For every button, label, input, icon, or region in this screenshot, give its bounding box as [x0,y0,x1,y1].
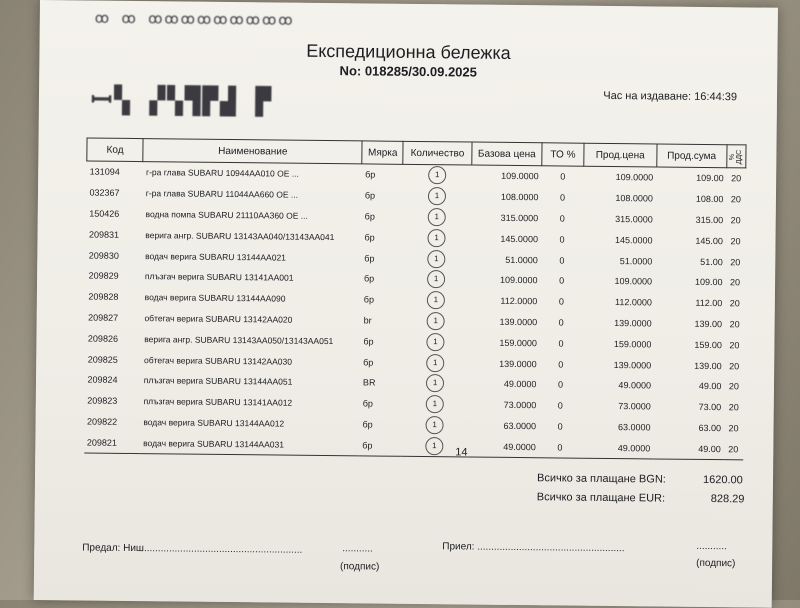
handed-by-line: Предал: Ниш......................................................... [82,542,303,556]
cell-code: 209822 [87,416,118,427]
cell-qty [400,394,469,416]
cell-sale-price: 109.0000 [615,172,654,183]
cell-sale-sum: 145.00 [695,235,724,246]
cell-vat: 20 [731,173,742,184]
cell-qty [401,352,470,374]
cell-qty [402,206,471,228]
cell-unit: бр [362,419,373,430]
handed-by-dots: ........... [342,543,373,555]
cell-discount: 0 [558,338,564,349]
cell-name: плъзгач верига SUBARU 13141AA012 [143,396,293,408]
cell-sale-sum: 315.00 [695,214,724,226]
cell-name: водач верига SUBARU 13144AA021 [145,250,286,263]
qty-checkmark-circle: 1 [427,291,445,309]
cell-qty [403,164,472,186]
qty-checkmark-circle: 1 [425,437,443,455]
cell-sale-sum: 112.00 [695,298,723,309]
qty-checkmark-circle: 1 [427,250,445,268]
cell-code: 209829 [88,270,119,282]
cell-code: 209824 [87,374,118,386]
cell-unit: бр [362,398,373,409]
cell-unit: br [363,315,372,326]
cell-base-price: 109.0000 [499,275,538,286]
cell-sale-price: 73.0000 [618,401,651,412]
cell-code: 209823 [87,395,118,406]
cell-base-price: 49.0000 [469,436,539,458]
cell-base-price: 145.0000 [500,233,539,245]
cell-name: водач верига SUBARU 13144AA090 [144,292,286,304]
cell-base-price: 139.0000 [499,358,537,369]
cell-code: 209827 [88,312,119,323]
qty-checkmark-circle: 1 [427,229,445,247]
cell-name: обтегач верига SUBARU 13142AA020 [144,313,293,325]
cell-sale-price: 145.0000 [614,234,653,246]
cell-discount: 0 [559,255,565,266]
cell-unit: бр [364,232,375,243]
handed-by-signature-caption: (подпис) [340,561,380,573]
qty-checkmark-circle: 1 [426,354,444,372]
cell-code: 209825 [87,354,118,365]
qty-checkmark-circle: 1 [426,333,444,351]
header-sale-sum: Прод.сума [656,144,727,168]
document-title: Експедиционна бележка [306,40,511,63]
cell-name: верига ангр. SUBARU 13143AA050/13143AA051 [144,333,334,346]
cell-name: водач верига SUBARU 13144AA031 [140,432,359,456]
cell-sale-sum: 49.00 [653,438,724,460]
cell-vat: 20 [730,194,741,205]
cell-name: г-ра глава SUBARU 10944AA010 OE ... [145,167,299,180]
header-qty: Количество [403,141,472,165]
cell-code: 209826 [87,333,119,344]
header-sale-price: Прод.цена [584,143,657,167]
document-number: No: 018285/30.09.2025 [339,63,478,80]
header-name: Наименование [143,139,362,164]
header-base-price: Базова цена [472,142,542,166]
cell-vat: 20 [729,319,740,330]
qty-checkmark-circle: 1 [428,208,446,226]
total-eur-label: Всичко за плащане EUR: [536,491,666,505]
cell-vat: 20 [730,236,741,247]
cell-sale-sum: 49.00 [698,381,722,392]
cell-name: водна помпа SUBARU 21110AA360 OE ... [145,209,308,221]
cell-sale-sum: 109.00 [696,173,724,184]
cell-unit: бр [365,169,376,180]
cell-vat: 20 [729,360,740,371]
cell-unit: бр [364,252,375,264]
cell-vat: 20 [728,423,739,434]
cell-vat: 20 [729,340,740,351]
cell-discount: 0 [559,213,565,224]
cell-base-price: 63.0000 [503,420,537,432]
cell-base-price: 73.0000 [503,400,537,411]
cell-vat: 20 [730,256,741,267]
cell-sale-sum: 108.00 [695,194,724,205]
cell-qty [400,414,469,436]
cell-name: водач верига SUBARU 13144AA012 [143,417,285,429]
cell-base-price: 112.0000 [500,296,538,307]
qty-checkmark-circle: 1 [428,166,446,184]
blurred-company-header: ꝏ ꝏ ꝏꝏꝏꝏꝏꝏꝏꝏꝏ [94,10,295,29]
cell-base-price: 49.0000 [503,379,537,390]
cell-discount: 0 [557,400,563,411]
cell-base-price: 159.0000 [499,337,537,348]
cell-name: плъзгач верига SUBARU 13144AA051 [143,375,293,388]
cell-qty [401,331,470,353]
table-body [84,161,746,460]
cell-sale-price: 51.0000 [619,255,653,267]
cell-vat: 20 [728,381,740,392]
cell-sale-price: 49.0000 [581,437,654,459]
qty-checkmark-circle: 1 [428,187,446,205]
cell-sale-sum: 109.00 [694,277,723,288]
cell-code: 032367 [89,187,120,199]
cell-qty [403,186,472,208]
received-by-dots: ........... [696,540,727,553]
cell-unit: BR [362,377,376,388]
cell-qty [402,248,471,270]
cell-vat: 20 [729,277,741,288]
qty-checkmark-circle: 1 [426,374,444,392]
cell-sale-sum: 139.00 [694,360,722,371]
header-discount: ТО % [542,143,584,166]
cell-name: плъзгач верига SUBARU 13141AA001 [144,271,294,284]
cell-sale-sum: 73.00 [698,402,722,413]
cell-qty [401,310,470,332]
cell-sale-price: 63.0000 [617,422,651,433]
items-table [83,137,746,460]
total-bgn-value: 1620.00 [702,473,743,487]
cell-sale-sum: 51.00 [700,256,723,267]
cell-unit: бр [363,273,375,284]
cell-sale-price: 315.0000 [615,214,653,225]
cell-qty [402,269,471,291]
qty-checkmark-circle: 1 [426,416,444,434]
cell-discount: 0 [559,234,565,245]
cell-code: 209831 [88,229,120,240]
cell-code: 209821 [84,432,141,454]
cell-discount: 0 [559,275,565,286]
cell-unit: бр [363,336,374,347]
cell-sale-price: 109.0000 [614,276,653,287]
cell-vat: 20 [724,439,743,460]
issue-time: Час на издаване: 16:44:39 [603,89,738,104]
cell-discount: 0 [560,171,566,182]
header-code: Код [87,138,144,162]
qty-checkmark-circle: 1 [427,270,445,288]
cell-discount: 0 [558,296,564,307]
cell-unit: бр [363,356,374,368]
cell-base-price: 51.0000 [505,254,538,265]
cell-vat: 20 [729,298,740,309]
header-unit: Мярка [362,141,403,164]
cell-sale-price: 139.0000 [613,359,652,370]
cell-discount: 0 [559,192,566,203]
cell-name: верига ангр. SUBARU 13143AA040/13143AA041 [145,229,335,242]
cell-discount: 0 [558,359,564,370]
cell-name: г-ра глава SUBARU 11044AA660 OE ... [145,188,299,200]
cell-sale-price: 139.0000 [614,317,652,329]
cell-discount: 0 [558,317,564,328]
cell-sale-price: 49.0000 [618,380,652,391]
cell-sale-price: 112.0000 [614,297,652,308]
cell-code: 209828 [88,291,119,303]
cell-code: 209830 [88,250,119,261]
cell-sale-sum: 159.00 [694,339,722,350]
cell-sale-price: 108.0000 [615,193,654,204]
cell-vat: 20 [728,402,739,413]
total-bgn-label: Всичко за плащане BGN: [536,472,666,486]
received-by-signature-caption: (подпис) [696,557,736,570]
cell-vat: 20 [730,215,741,226]
cell-code: 131094 [89,166,120,178]
cell-sale-price: 159.0000 [613,338,652,350]
cell-qty [402,227,471,249]
total-eur-value: 828.29 [710,493,745,506]
cell-base-price: 109.0000 [501,171,539,182]
received-by-line: Приел: ..................................................... [442,541,625,555]
cell-sale-sum: 139.00 [694,318,723,330]
cell-unit: бр [364,190,376,201]
cell-base-price: 108.0000 [500,192,539,203]
cell-unit: бр [359,435,400,457]
cell-qty [402,290,471,312]
cell-base-price: 315.0000 [500,212,539,224]
cell-name: обтегач верига SUBARU 13142AA030 [143,354,293,367]
blurred-company-logo: ꟷ▚ ▞▚▜▛▟ ▛ [90,85,274,118]
total-quantity: 14 [455,446,468,459]
cell-unit: бр [364,211,375,222]
cell-unit: бр [363,294,375,305]
cell-discount: 0 [557,379,564,390]
cell-qty [401,373,470,395]
cell-code: 150426 [89,208,120,219]
header-vat: % ДДС [727,145,746,168]
cell-base-price: 139.0000 [499,316,538,328]
cell-discount: 0 [557,421,563,432]
cell-discount: 0 [539,437,581,459]
delivery-note-paper [34,0,778,608]
qty-checkmark-circle: 1 [427,312,445,330]
cell-sale-sum: 63.00 [698,422,722,434]
qty-checkmark-circle: 1 [426,395,444,413]
